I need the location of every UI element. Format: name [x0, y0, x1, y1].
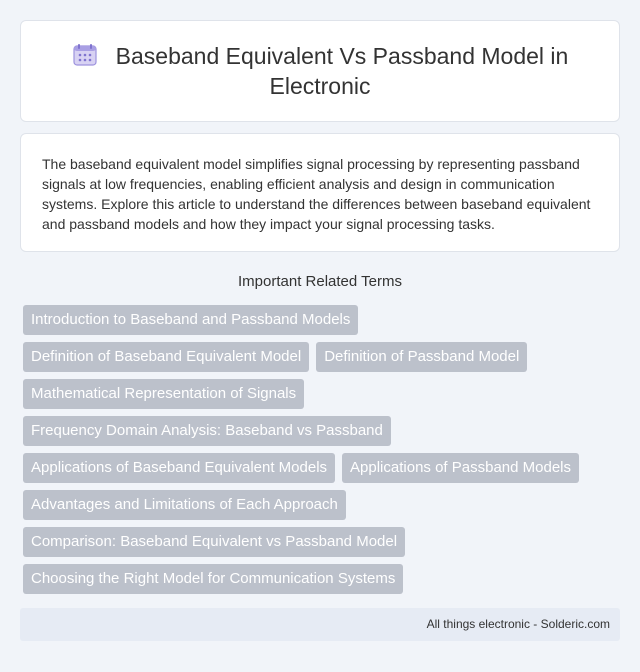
related-terms-list: [23, 305, 623, 594]
intro-card: [20, 133, 620, 252]
related-term-tag[interactable]: Definition of Baseband Equivalent Model: [23, 342, 309, 372]
footer: [20, 608, 620, 641]
title-card: [20, 20, 620, 122]
footer-text: All things electronic - Solderic.com: [426, 617, 610, 631]
related-term-tag[interactable]: Applications of Passband Models: [342, 453, 579, 483]
related-term-tag[interactable]: Choosing the Right Model for Communication Systems: [23, 564, 403, 594]
page-title: Baseband Equivalent Vs Passband Model in Electronic: [115, 43, 569, 99]
intro-text: The baseband equivalent model simplifies signal processing by representing passband signals at low frequencies, enabling efficient analysis and design in communication systems. Explore this article to understand the differences between baseband equivalent and passband models and how they impact your signal processing tasks.: [42, 156, 591, 232]
related-term-tag[interactable]: Applications of Baseband Equivalent Models: [23, 453, 335, 483]
related-term-tag[interactable]: Definition of Passband Model: [316, 342, 527, 372]
related-term-tag[interactable]: Frequency Domain Analysis: Baseband vs Passband: [23, 416, 391, 446]
calendar-icon: [72, 43, 98, 67]
related-term-tag[interactable]: Mathematical Representation of Signals: [23, 379, 304, 409]
related-term-tag[interactable]: Comparison: Baseband Equivalent vs Passband Model: [23, 527, 405, 557]
related-term-tag[interactable]: Introduction to Baseband and Passband Models: [23, 305, 358, 335]
related-terms-heading: Important Related Terms: [238, 273, 402, 290]
related-term-tag[interactable]: Advantages and Limitations of Each Approach: [23, 490, 346, 520]
page-title-wrap: [50, 41, 590, 101]
